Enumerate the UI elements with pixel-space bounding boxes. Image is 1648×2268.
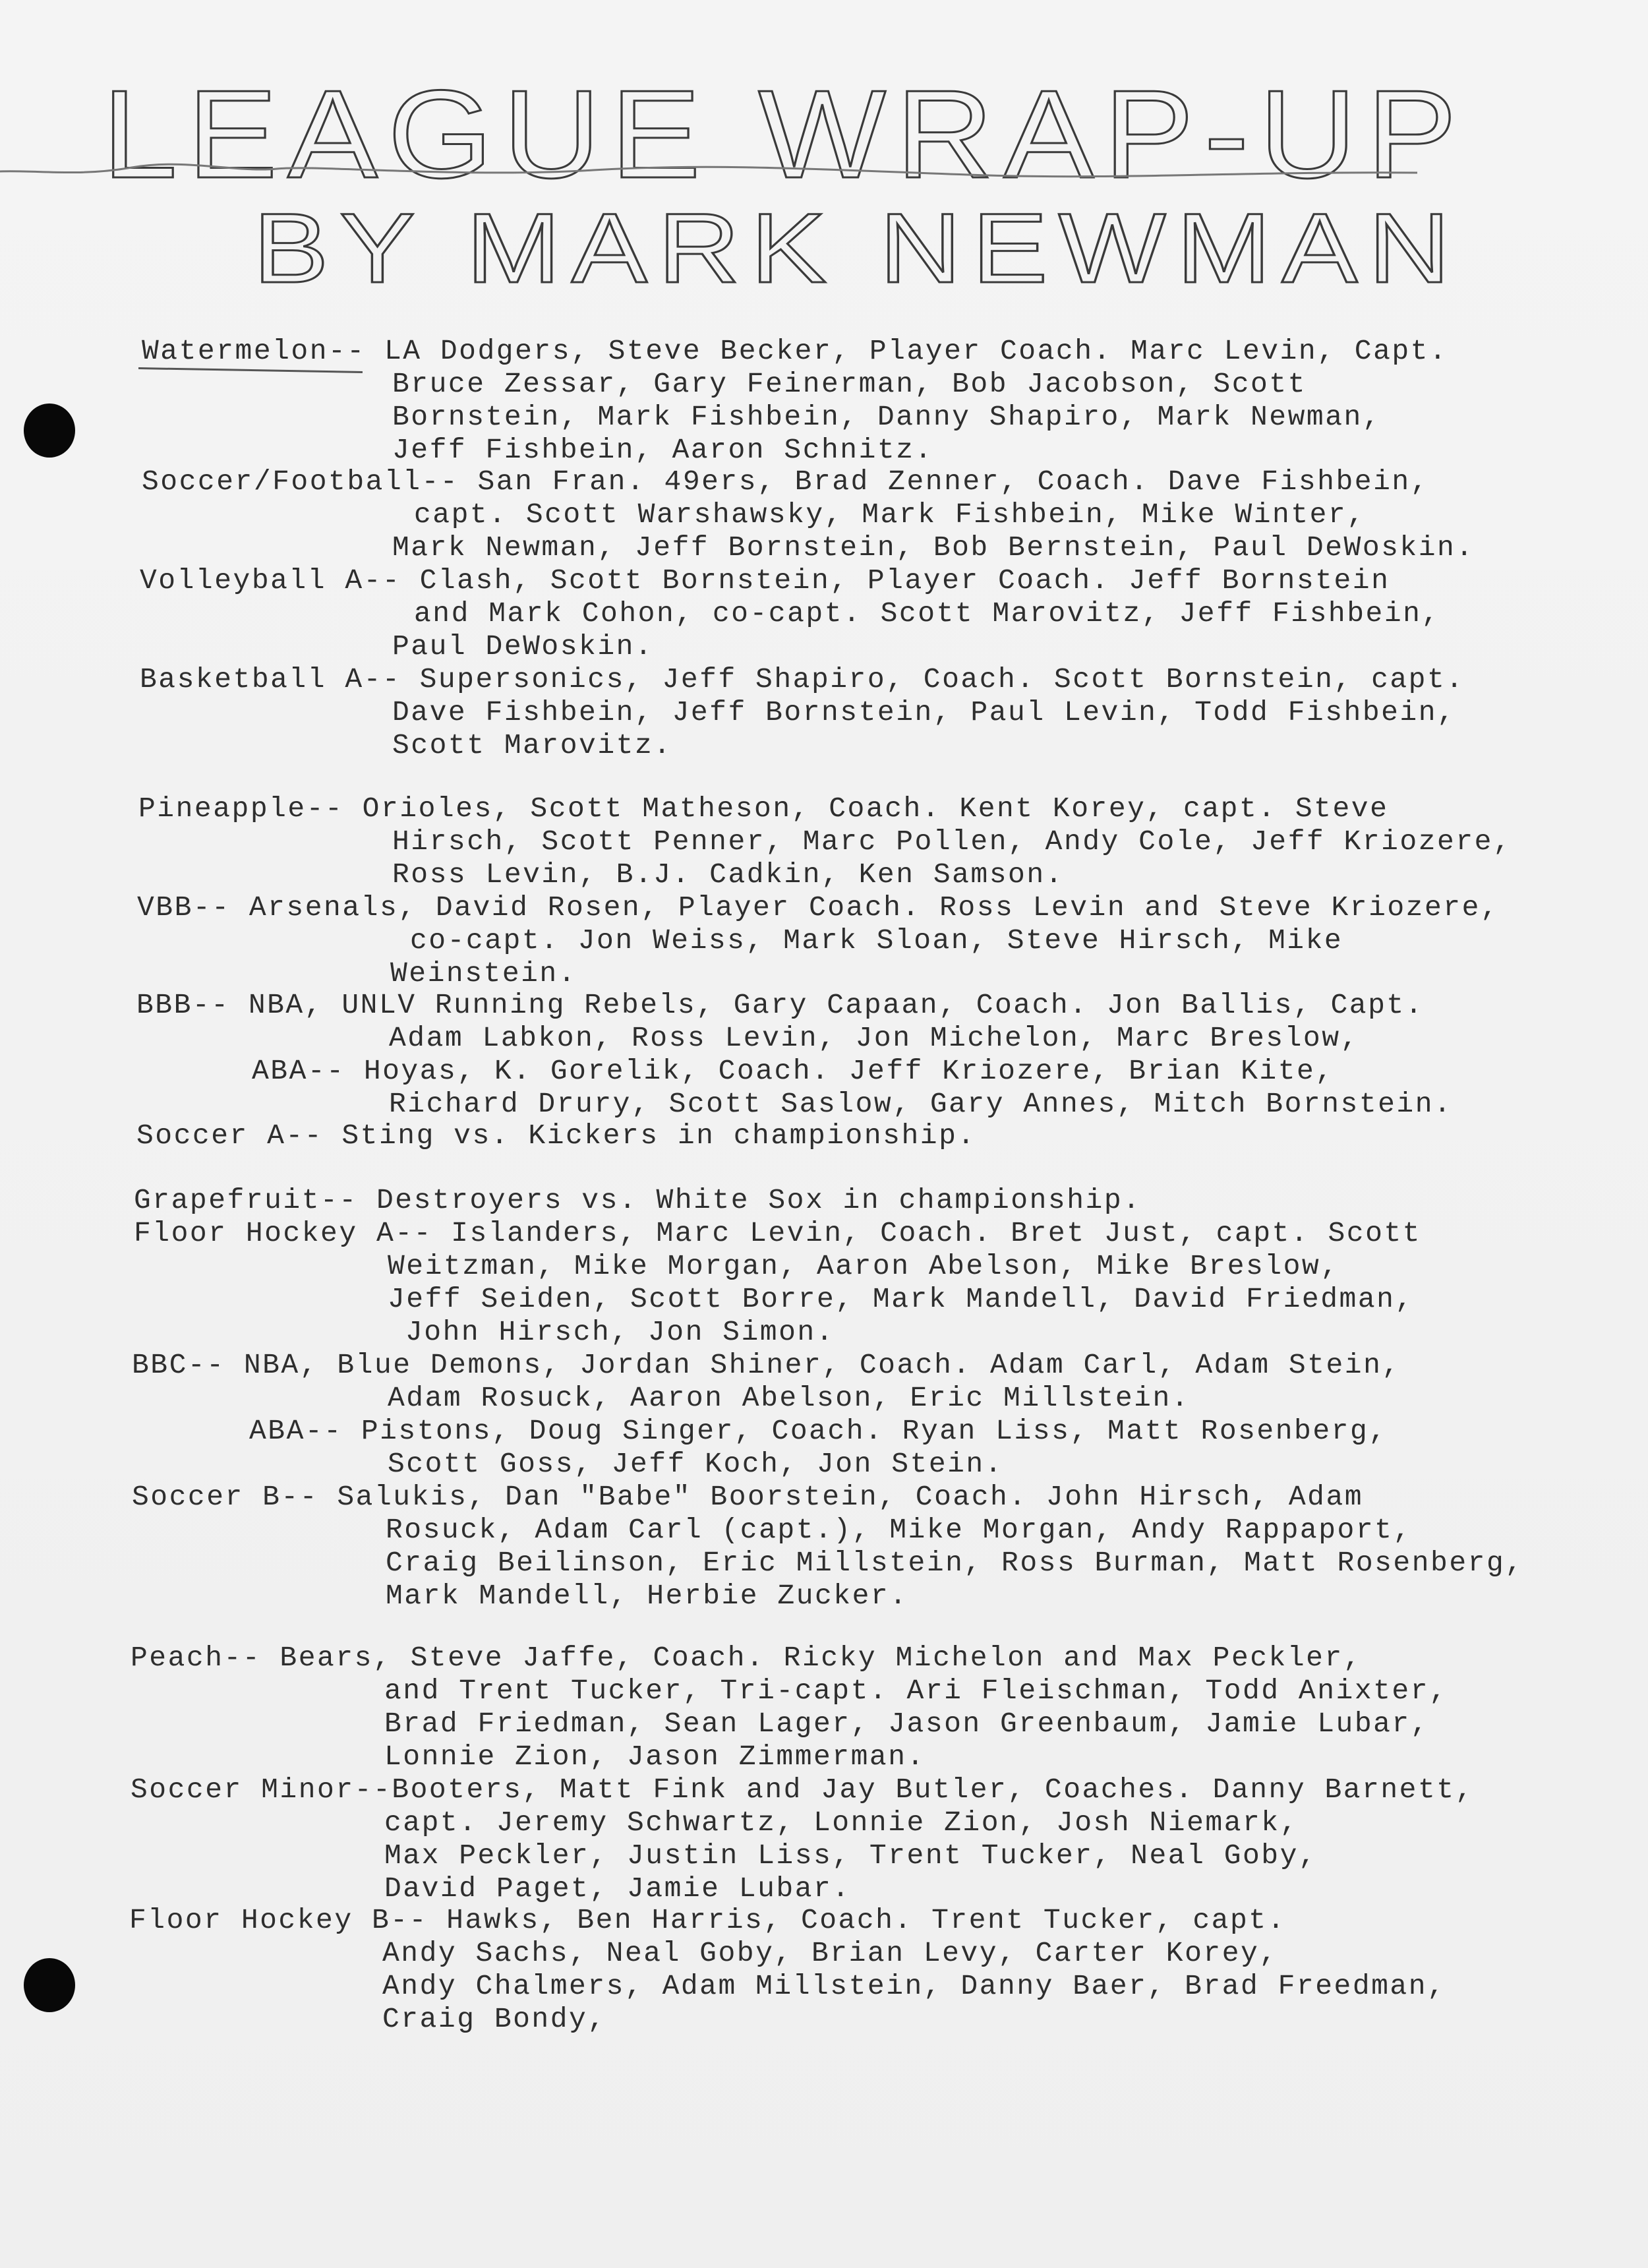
section-heading-line: Soccer/Football-- San Fran. 49ers, Brad Zenner, Coach. Dave Fishbein, [142,465,1429,498]
section-heading-line: Volleyball A-- Clash, Scott Bornstein, Player Coach. Jeff Bornstein [140,564,1390,597]
roster-line: Scott Goss, Jeff Koch, Jon Stein. [388,1448,1004,1480]
roster-line: John Hirsch, Jon Simon. [405,1316,835,1348]
section-heading-line: Basketball A-- Supersonics, Jeff Shapiro, Coach. Scott Bornstein, capt. [140,663,1465,696]
roster-line: Scott Marovitz. [392,729,672,761]
page-title: LEAGUE WRAP-UP [102,65,1467,204]
roster-line: Bornstein, Mark Fishbein, Danny Shapiro, Mark Newman, [392,401,1382,433]
section-heading-line: Watermelon-- LA Dodgers, Steve Becker, Player Coach. Marc Levin, Capt. [142,335,1448,367]
roster-line: and Mark Cohon, co-capt. Scott Marovitz, Jeff Fishbein, [414,597,1440,630]
roster-line: co-capt. Jon Weiss, Mark Sloan, Steve Hirsch, Mike [410,924,1343,957]
roster-line: and Trent Tucker, Tri-capt. Ari Fleischman, Todd Anixter, [384,1675,1448,1707]
paper-tear-mark [0,158,1450,185]
roster-line: Andy Chalmers, Adam Millstein, Danny Baer, Brad Freedman, [382,1970,1446,2002]
sub-division-line: ABA-- Pistons, Doug Singer, Coach. Ryan Liss, Matt Rosenberg, [249,1415,1388,1447]
roster-line: Weinstein. [390,957,577,990]
section-heading-line: Soccer Minor--Booters, Matt Fink and Jay Butler, Coaches. Danny Barnett, [131,1774,1474,1806]
section-heading-line: Grapefruit-- Destroyers vs. White Sox in championship. [134,1184,1142,1216]
roster-line: Hirsch, Scott Penner, Marc Pollen, Andy Cole, Jeff Kriozere, [392,825,1512,858]
section-heading-line: Peach-- Bears, Steve Jaffe, Coach. Ricky Michelon and Max Peckler, [131,1642,1363,1674]
pen-underline [138,367,363,373]
roster-line: Craig Beilinson, Eric Millstein, Ross Burman, Matt Rosenberg, [386,1547,1524,1579]
roster-line: Jeff Fishbein, Aaron Schnitz. [392,434,933,466]
roster-line: Mark Mandell, Herbie Zucker. [386,1580,908,1612]
roster-line: Lonnie Zion, Jason Zimmerman. [384,1741,926,1773]
section-heading-line: BBB-- NBA, UNLV Running Rebels, Gary Capaan, Coach. Jon Ballis, Capt. [136,989,1424,1021]
section-heading-line: VBB-- Arsenals, David Rosen, Player Coach. Ross Levin and Steve Kriozere, [137,891,1500,924]
roster-line: Bruce Zessar, Gary Feinerman, Bob Jacobson, Scott [392,368,1307,400]
section-heading-line: Floor Hockey B-- Hawks, Ben Harris, Coach. Trent Tucker, capt. [129,1904,1286,1936]
roster-line: Brad Friedman, Sean Lager, Jason Greenbaum, Jamie Lubar, [384,1708,1430,1740]
roster-line: Rosuck, Adam Carl (capt.), Mike Morgan, Andy Rappaport, [386,1514,1412,1546]
roster-line: capt. Jeremy Schwartz, Lonnie Zion, Josh Niemark, [384,1806,1299,1839]
roster-line: Paul DeWoskin. [392,630,654,663]
roster-line: Ross Levin, B.J. Cadkin, Ken Samson. [392,858,1064,891]
section-heading-line: Pineapple-- Orioles, Scott Matheson, Coach. Kent Korey, capt. Steve [138,792,1389,825]
roster-line: Dave Fishbein, Jeff Bornstein, Paul Levin, Todd Fishbein, [392,696,1456,729]
punch-hole [24,403,75,458]
roster-line: Andy Sachs, Neal Goby, Brian Levy, Carter Korey, [382,1937,1278,1969]
punch-hole [24,1958,75,2012]
section-heading-line: Soccer A-- Sting vs. Kickers in championship. [136,1119,976,1152]
section-heading-line: Soccer B-- Salukis, Dan "Babe" Boorstein, Coach. John Hirsch, Adam [132,1481,1364,1513]
roster-line: Jeff Seiden, Scott Borre, Mark Mandell, David Friedman, [388,1283,1414,1315]
roster-line: Adam Rosuck, Aaron Abelson, Eric Millstein. [388,1382,1191,1414]
roster-line: Max Peckler, Justin Liss, Trent Tucker, Neal Goby, [384,1839,1318,1872]
sub-division-line: ABA-- Hoyas, K. Gorelik, Coach. Jeff Kriozere, Brian Kite, [252,1055,1334,1087]
roster-line: Mark Newman, Jeff Bornstein, Bob Bernstein, Paul DeWoskin. [392,531,1475,564]
section-heading-line: Floor Hockey A-- Islanders, Marc Levin, Coach. Bret Just, capt. Scott [134,1217,1421,1249]
byline: BY MARK NEWMAN [252,193,1461,303]
roster-line: Weitzman, Mike Morgan, Aaron Abelson, Mike Breslow, [388,1250,1339,1282]
section-heading-line: BBC-- NBA, Blue Demons, Jordan Shiner, Coach. Adam Carl, Adam Stein, [132,1349,1401,1381]
roster-line: Craig Bondy, [382,2003,606,2035]
roster-line: Adam Labkon, Ross Levin, Jon Michelon, Marc Breslow, [389,1022,1359,1054]
roster-line: Richard Drury, Scott Saslow, Gary Annes, Mitch Bornstein. [389,1088,1453,1120]
roster-line: David Paget, Jamie Lubar. [384,1872,851,1905]
roster-line: capt. Scott Warshawsky, Mark Fishbein, Mike Winter, [414,498,1366,531]
